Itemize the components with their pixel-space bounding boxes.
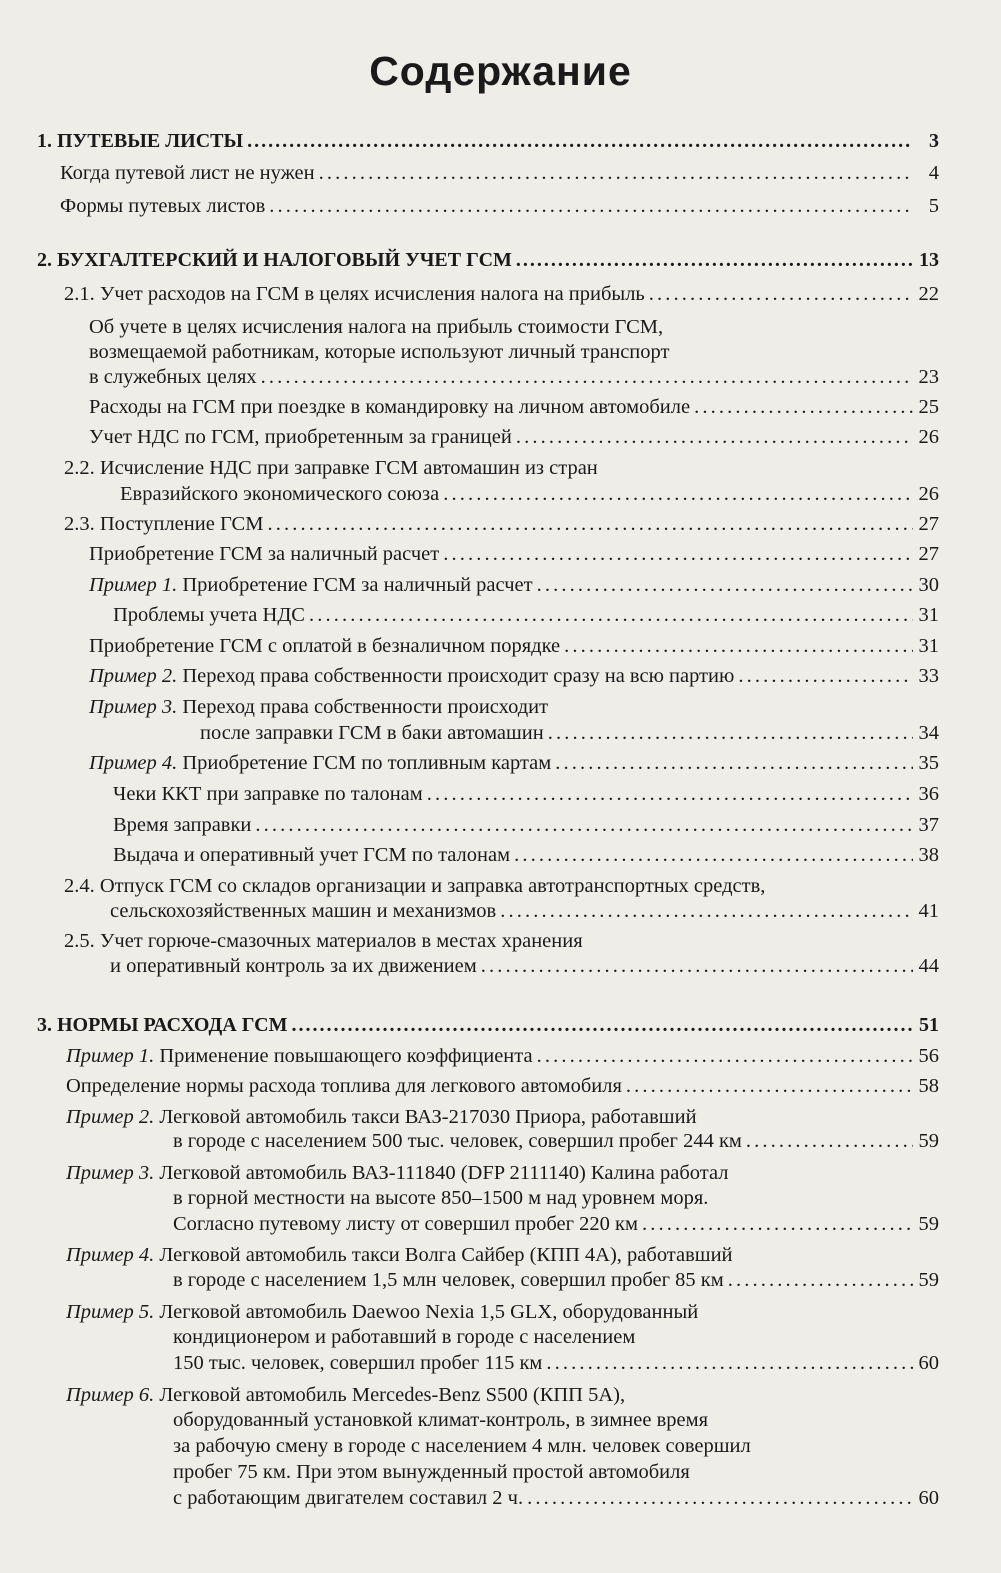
toc-entry-label: 2.3. Поступление ГСМ [64,513,264,535]
toc-entry-line: 2.5. Учет горюче-смазочных материалов в местах хранения [64,930,583,952]
dot-leader [546,1350,913,1376]
toc-entry-label: Приобретение ГСМ за наличный расчет [182,574,533,596]
toc-page-number: 60 [918,1352,939,1374]
dot-leader [626,1073,913,1099]
toc-entry-label: в городе с населением 1,5 млн человек, совершил пробег 85 км [173,1269,724,1291]
toc-entry[interactable] [66,1073,939,1099]
toc-entry-line [66,1104,697,1130]
toc-entry-label: Когда путевой лист не нужен [60,162,315,184]
toc-entry-label: и оперативный контроль за их движением [110,955,477,977]
toc-entry-label: после заправки ГСМ в баки автомашин [200,722,544,744]
toc-entry[interactable] [89,424,939,450]
toc-page-number: 59 [918,1269,939,1291]
toc-entry[interactable] [89,572,939,598]
dot-leader [247,128,913,154]
dot-leader [527,1485,913,1511]
example-prefix: Пример 2. [66,1106,155,1128]
toc-entry[interactable] [120,481,939,507]
toc-entry-line: за рабочую смену в городе с населением 4 млн. человек совершил [173,1435,751,1457]
dot-leader [548,720,913,746]
example-prefix: Пример 1. [66,1045,155,1067]
toc-entry-label: 3. НОРМЫ РАСХОДА ГСМ [37,1014,288,1036]
toc-entry-text: Переход права собственности происходит [182,696,549,718]
toc-entry[interactable] [113,812,939,838]
toc-page-number: 31 [918,604,939,626]
toc-entry-text: Легковой автомобиль такси ВАЗ-217030 Приора, работавший [159,1106,697,1128]
toc-section-2[interactable] [37,247,939,273]
toc-entry-label: сельскохозяйственных машин и механизмов [110,900,497,922]
toc-page-number: 60 [918,1487,939,1509]
toc-page-number: 26 [918,483,939,505]
toc-entry-line [66,1299,698,1325]
toc-section-1[interactable] [37,128,939,154]
toc-entry-label: 2. БУХГАЛТЕРСКИЙ И НАЛОГОВЫЙ УЧЕТ ГСМ [37,249,512,271]
toc-entry[interactable] [60,160,939,186]
dot-leader [537,1043,913,1069]
dot-leader [746,1128,913,1154]
example-prefix: Пример 3. [89,696,178,718]
toc-entry-text: Легковой автомобиль такси Волга Сайбер (КПП 4А), работавший [159,1244,733,1266]
toc-page-number: 41 [918,900,939,922]
toc-entry[interactable] [200,720,939,746]
example-prefix: Пример 4. [66,1244,155,1266]
toc-entry[interactable] [113,842,939,868]
dot-leader [694,394,913,420]
toc-entry-line: кондиционером и работавший в городе с населением [173,1326,636,1348]
toc-entry-label: Проблемы учета НДС [113,604,305,626]
toc-entry-line: Об учете в целях исчисления налога на прибыль стоимости ГСМ, [89,316,664,338]
toc-page-number: 13 [919,249,939,271]
toc-entry[interactable] [89,663,939,689]
toc-page-number: 35 [918,752,939,774]
example-prefix: Пример 6. [66,1384,155,1406]
toc-page-number: 26 [918,426,939,448]
toc-entry-label: Применение повышающего коэффициента [159,1045,533,1067]
toc-page-number: 59 [918,1213,939,1235]
toc-entry[interactable] [173,1350,939,1376]
toc-page-number: 25 [918,396,939,418]
toc-entry-line: 2.4. Отпуск ГСМ со складов организации и заправка автотранспортных средств, [64,875,766,897]
dot-leader [291,1012,913,1038]
toc-entry-line: 2.2. Исчисление НДС при заправке ГСМ автомашин из стран [64,457,598,479]
toc-entry-label: Евразийского экономического союза [120,483,440,505]
toc-entry[interactable] [64,511,939,537]
toc-entry-label: Приобретение ГСМ с оплатой в безналичном порядке [89,635,561,657]
toc-entry[interactable] [113,781,939,807]
toc-entry[interactable] [89,750,939,776]
toc-entry-label: Приобретение ГСМ по топливным картам [182,752,552,774]
toc-entry-line [66,1382,625,1408]
toc-page-number: 5 [928,195,939,217]
toc-entry-label: Согласно путевому листу от совершил пробег 220 км [173,1213,638,1235]
toc-entry-label: Чеки ККТ при заправке по талонам [113,783,423,805]
toc-entry-label: Время заправки [113,814,252,836]
toc-entry-label: в служебных целях [89,366,257,388]
toc-entry-line: оборудованный установкой климат-контроль, в зимнее время [173,1409,709,1431]
dot-leader [427,781,913,807]
toc-page-number: 22 [918,283,939,305]
toc-entry-line: возмещаемой работникам, которые используют личный транспорт [89,341,670,363]
page-title: Содержание [369,48,632,94]
toc-entry-label: с работающим двигателем составил 2 ч. [173,1487,524,1509]
toc-entry-label: 150 тыс. человек, совершил пробег 115 км [173,1352,543,1374]
dot-leader [738,663,913,689]
dot-leader [309,602,913,628]
toc-entry-label: в городе с населением 500 тыс. человек, совершил пробег 244 км [173,1130,742,1152]
example-prefix: Пример 2. [89,665,178,687]
toc-entry[interactable] [66,1043,939,1069]
toc-entry-label: Учет НДС по ГСМ, приобретенным за границей [89,426,512,448]
toc-entry-label: Выдача и оперативный учет ГСМ по талонам [113,844,511,866]
toc-entry-line: в горной местности на высоте 850–1500 м над уровнем моря. [173,1187,709,1209]
example-prefix: Пример 5. [66,1301,155,1323]
toc-page-number: 33 [918,665,939,687]
dot-leader [319,160,913,186]
toc-page-number: 27 [918,543,939,565]
toc-entry[interactable] [113,602,939,628]
toc-page-number: 4 [928,162,939,184]
toc-page-number: 58 [918,1075,939,1097]
dot-leader [516,424,913,450]
dot-leader [481,953,913,979]
dot-leader [564,633,913,659]
toc-page-number: 51 [919,1014,939,1036]
toc-entry[interactable] [173,1485,939,1511]
toc-page-number: 31 [918,635,939,657]
toc-entry-label: 1. ПУТЕВЫЕ ЛИСТЫ [37,130,244,152]
example-prefix: Пример 4. [89,752,178,774]
toc-entry-label: Приобретение ГСМ за наличный расчет [89,543,440,565]
toc-entry[interactable] [60,193,939,219]
dot-leader [443,481,913,507]
toc-section-3[interactable] [37,1012,939,1038]
toc-page-number: 34 [918,722,939,744]
dot-leader [261,364,913,390]
toc-page-number: 59 [918,1130,939,1152]
toc-entry-text: Легковой автомобиль Daewoo Nexia 1,5 GLX, оборудованный [159,1301,699,1323]
toc-entry-label: Расходы на ГСМ при поездке в командировку на личном автомобиле [89,396,691,418]
dot-leader [642,1211,913,1237]
dot-leader [255,812,913,838]
toc-entry-label: Формы путевых листов [60,195,266,217]
toc-entry-text: Легковой автомобиль Mercedes-Benz S500 (КПП 5А), [159,1384,626,1406]
toc-entry-line: пробег 75 км. При этом вынужденный простой автомобиля [173,1461,690,1483]
toc-entry[interactable] [110,898,939,924]
example-prefix: Пример 3. [66,1162,155,1184]
toc-page-number: 23 [918,366,939,388]
toc-page-number: 3 [929,130,939,152]
dot-leader [537,572,913,598]
toc-page-number: 56 [918,1045,939,1067]
dot-leader [516,247,913,273]
dot-leader [649,281,913,307]
toc-entry-label: 2.1. Учет расходов на ГСМ в целях исчисления налога на прибыль [64,283,645,305]
toc-entry[interactable] [64,281,939,307]
toc-entry-line [66,1160,729,1186]
example-prefix: Пример 1. [89,574,178,596]
toc-page-number: 37 [918,814,939,836]
dot-leader [728,1267,913,1293]
toc-entry[interactable] [89,541,939,567]
toc-page-number: 38 [918,844,939,866]
toc-entry[interactable] [173,1128,939,1154]
toc-entry-label: Переход права собственности происходит сразу на всю партию [182,665,735,687]
toc-page-number: 36 [918,783,939,805]
dot-leader [267,511,913,537]
toc-entry[interactable] [89,364,939,390]
dot-leader [269,193,913,219]
dot-leader [500,898,913,924]
dot-leader [555,750,913,776]
toc-entry[interactable] [89,633,939,659]
toc-page-number: 44 [918,955,939,977]
toc-page-number: 30 [918,574,939,596]
toc-entry[interactable] [110,953,939,979]
toc-entry[interactable] [173,1211,939,1237]
toc-entry[interactable] [89,394,939,420]
toc-entry-line [66,1242,733,1268]
toc-entry-line [89,694,548,720]
dot-leader [443,541,913,567]
dot-leader [514,842,913,868]
toc-entry-text: Легковой автомобиль ВАЗ-111840 (DFP 2111140) Калина работал [159,1162,729,1184]
toc-page-number: 27 [918,513,939,535]
toc-entry[interactable] [173,1267,939,1293]
toc-entry-label: Определение нормы расхода топлива для легкового автомобиля [66,1075,622,1097]
